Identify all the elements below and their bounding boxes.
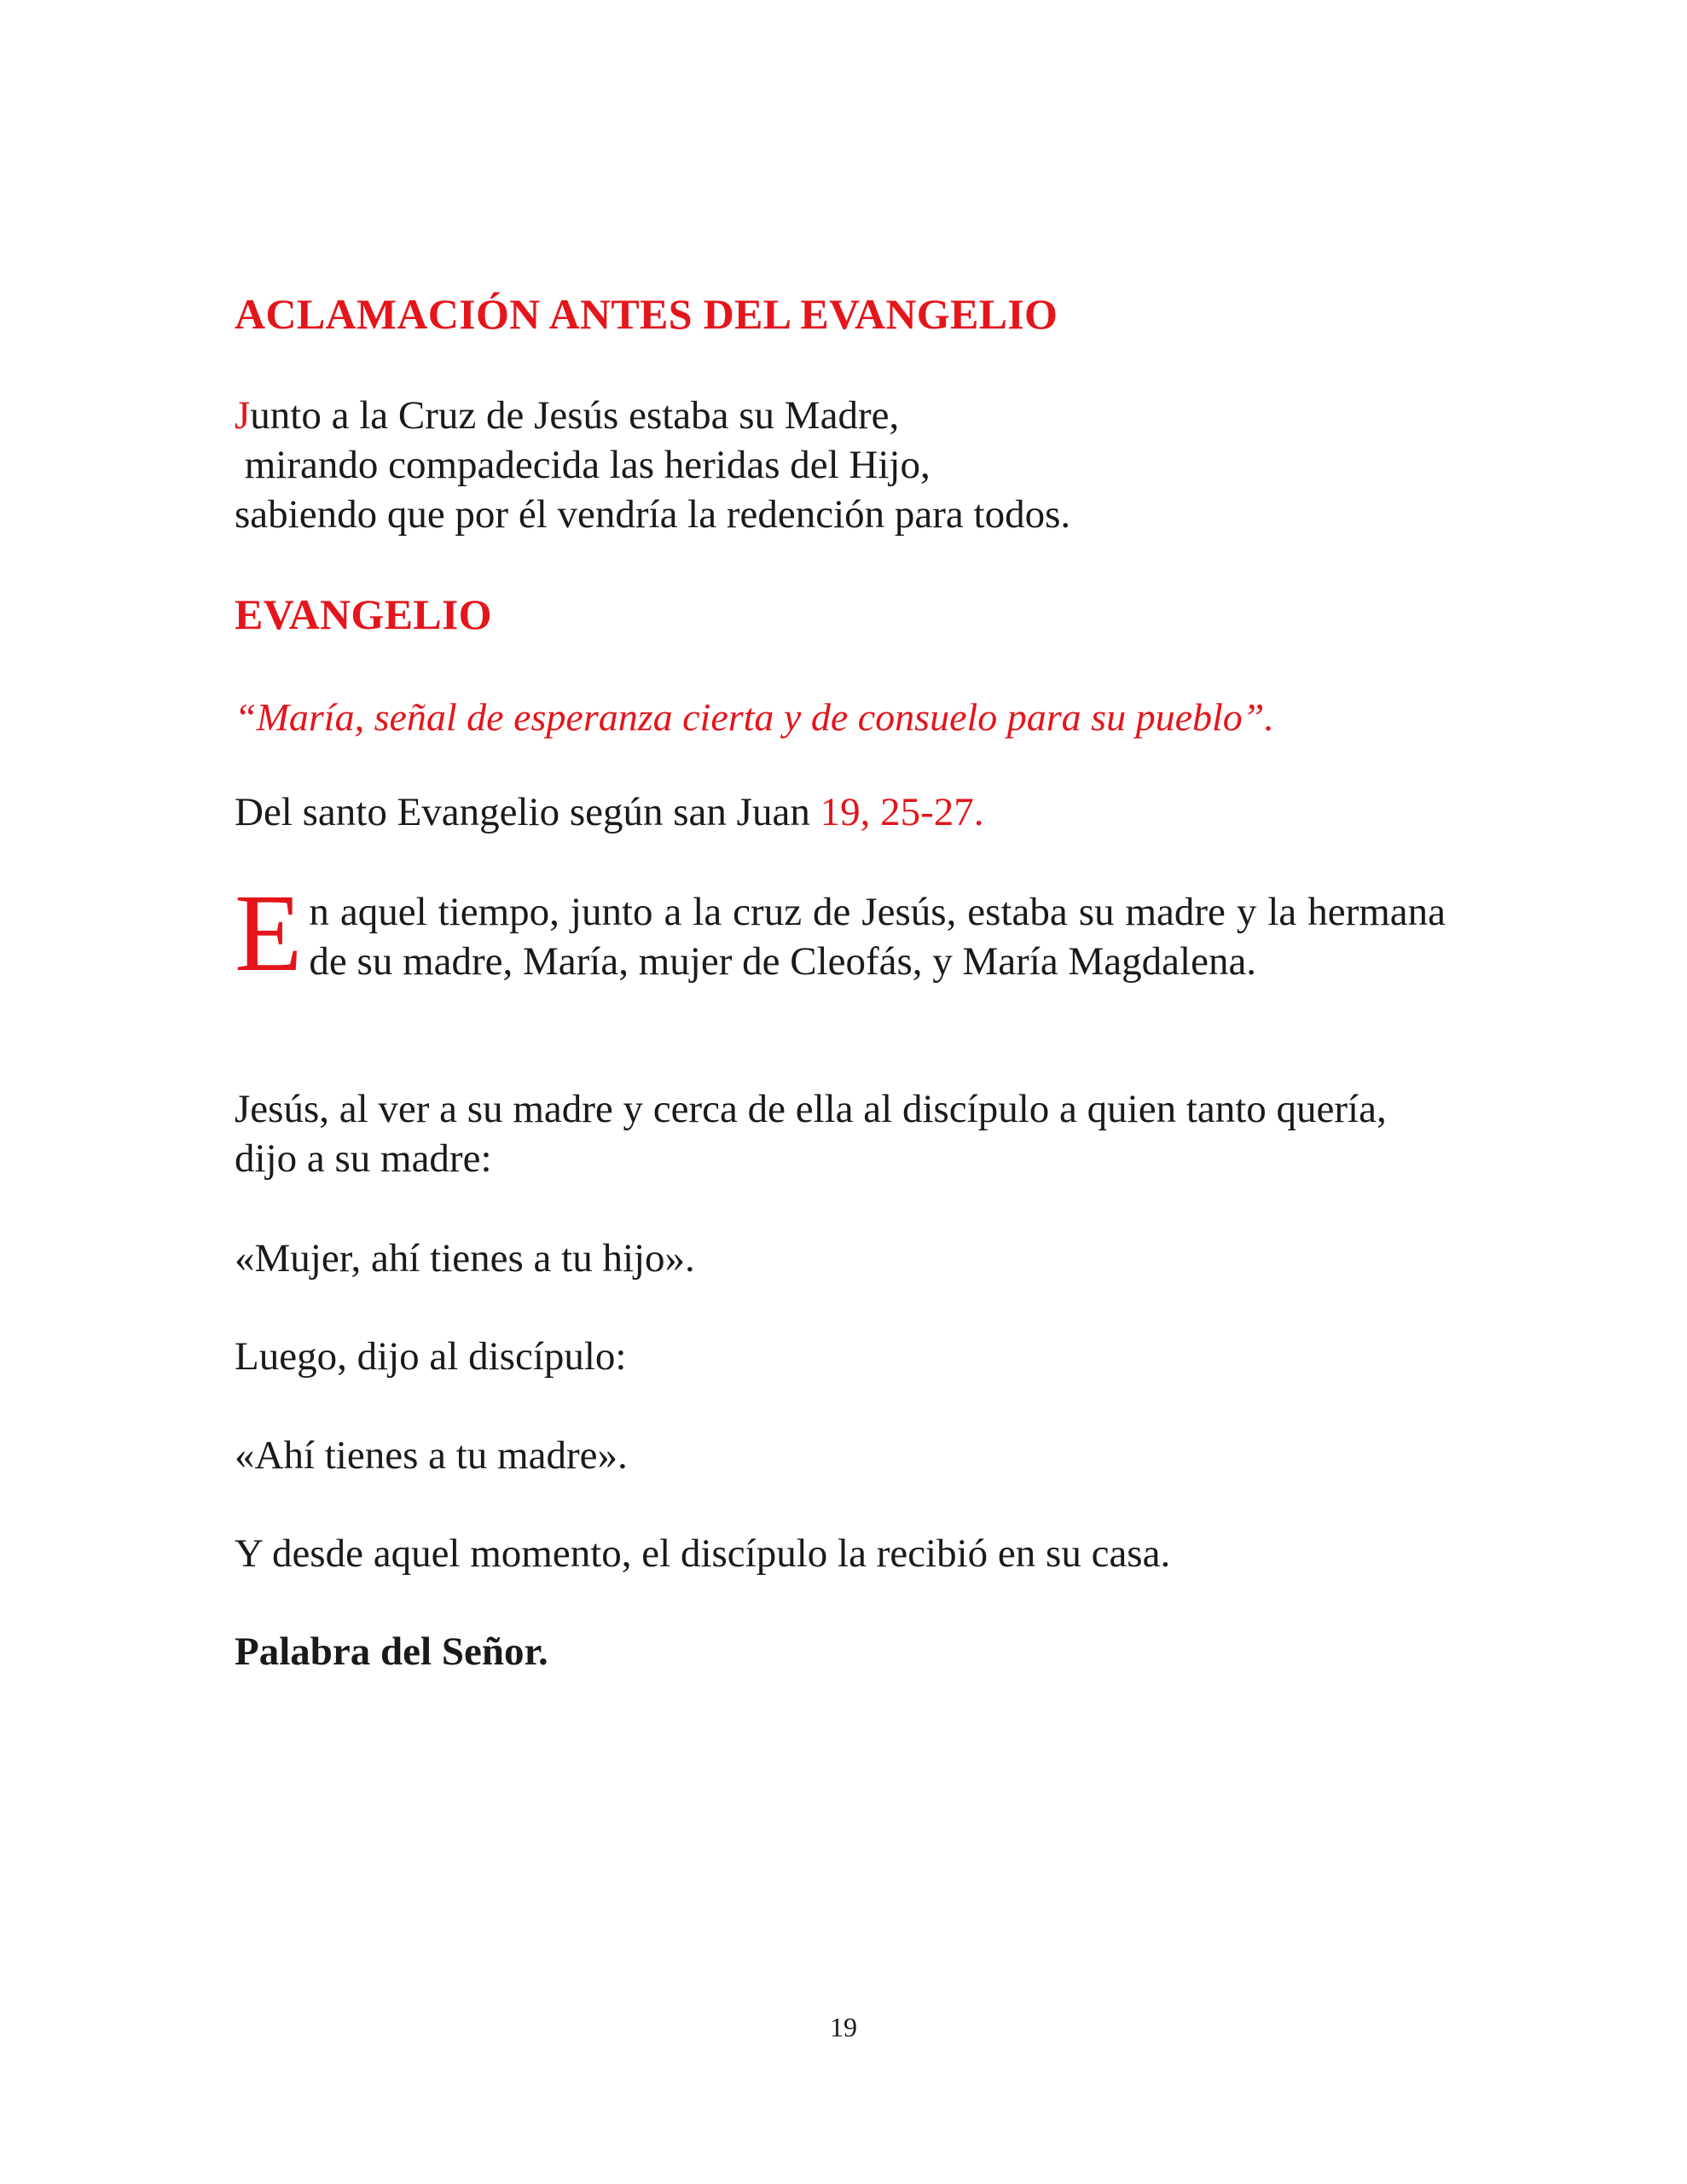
gospel-paragraph-5: «Ahí tienes a tu madre». — [235, 1433, 628, 1478]
acclamation-heading: ACLAMACIÓN ANTES DEL EVANGELIO — [235, 290, 1058, 338]
page-number: 19 — [830, 2012, 857, 2042]
gospel-heading: EVANGELIO — [235, 590, 492, 638]
gospel-paragraph-2: Jesús, al ver a su madre y cerca de ella al discípulo a quien tanto quería, dijo a su madre: — [235, 1087, 1387, 1181]
gospel-paragraph-3: «Mujer, ahí tienes a tu hijo». — [235, 1236, 695, 1281]
acclamation-line-1-text: unto a la Cruz de Jesús estaba su Madre, — [250, 393, 900, 438]
gospel-paragraph-4: Luego, dijo al discípulo: — [235, 1334, 627, 1379]
gospel-source — [235, 787, 1446, 837]
acclamation-line-2: mirando compadecida las heridas del Hijo, — [235, 443, 930, 487]
drop-cap: E — [235, 872, 303, 995]
gospel-subtitle: “María, señal de esperanza cierta y de consuelo para su pueblo”. — [235, 695, 1274, 739]
closing-acclamation: Palabra del Señor. — [235, 1629, 548, 1674]
acclamation-initial: J — [235, 393, 251, 438]
acclamation-line-1 — [235, 391, 1446, 440]
acclamation-verse — [235, 391, 1446, 539]
gospel-paragraph-1 — [235, 872, 1446, 995]
gospel-source-text: Del santo Evangelio según san Juan — [235, 790, 820, 834]
gospel-reference: 19, 25-27. — [820, 790, 984, 834]
gospel-paragraph-1-text: n aquel tiempo, junto a la cruz de Jesús, estaba su madre y la hermana de su madre, María, mujer de Cleofás, y María Magdalena. — [309, 890, 1446, 984]
acclamation-line-3: sabiendo que por él vendría la redención para todos. — [235, 492, 1071, 537]
gospel-paragraph-6: Y desde aquel momento, el discípulo la recibió en su casa. — [235, 1531, 1171, 1576]
